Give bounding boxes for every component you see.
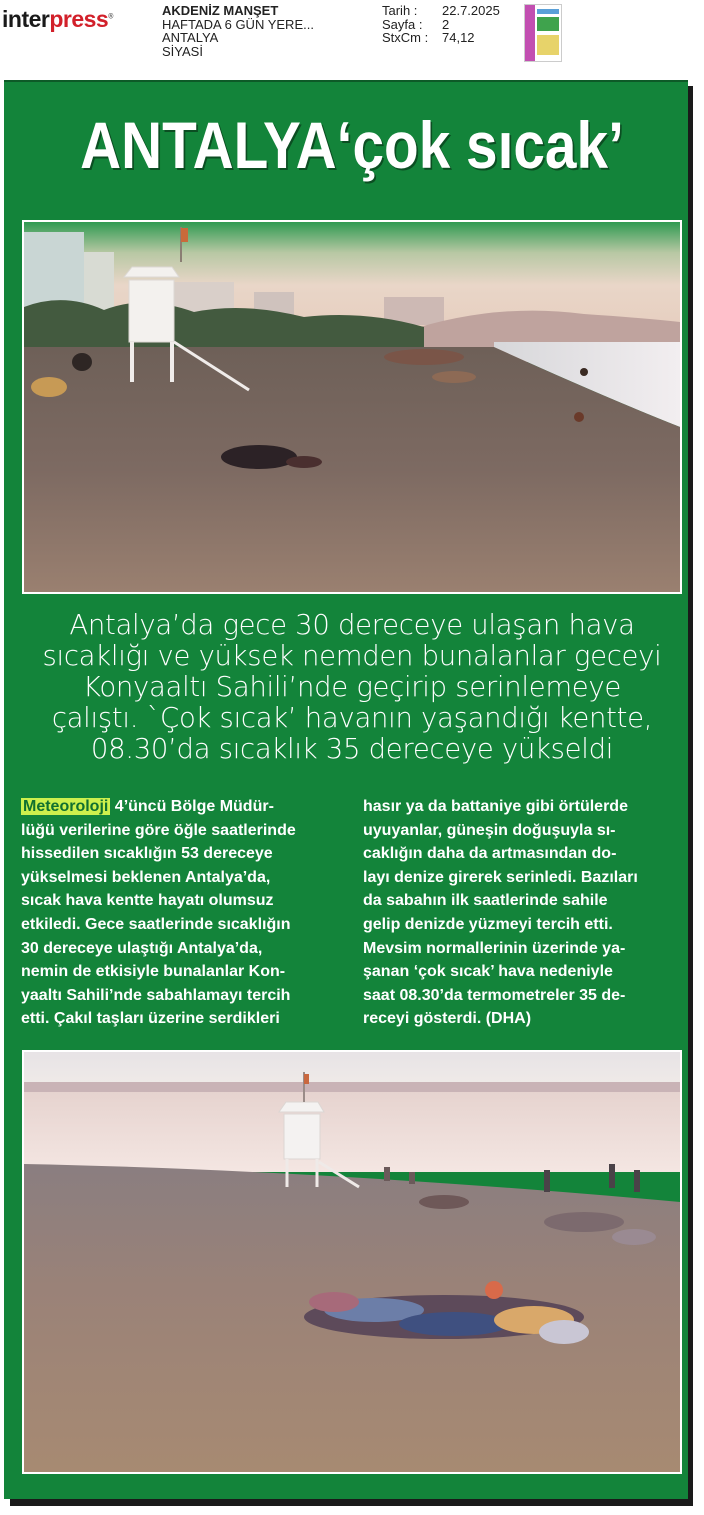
body-column-left bbox=[21, 795, 351, 1031]
city-label: ANTALYA bbox=[162, 30, 219, 45]
highlighted-keyword: Meteoroloji bbox=[23, 798, 109, 815]
body-line: receyi gösterdi. (DHA) bbox=[363, 1010, 532, 1028]
lead-line: Konyaaltı Sahili’nde geçirip serinlemeye bbox=[82, 671, 622, 703]
lead-line: Antalya’da gece 30 dereceye ulaşan hava bbox=[69, 609, 635, 641]
body-line: nemin de etkisiyle bunalanlar Kon- bbox=[21, 963, 286, 981]
page-value: 2 bbox=[442, 16, 450, 32]
section-label: SİYASİ bbox=[162, 43, 203, 59]
body-line: yükselmesi beklenen Antalya’da, bbox=[21, 868, 271, 886]
lead-line: çalıştı. `Çok sıcak’ havanın yaşandığı kentte, bbox=[51, 702, 653, 734]
body-line: gelip denizde yüzmeyi tercih etti. bbox=[363, 915, 613, 933]
body-line: 30 dereceye ulaştığı Antalya’da, bbox=[21, 939, 263, 957]
lead-line: sıcaklığı ve yüksek nemden bunalanlar geceyi bbox=[42, 640, 662, 672]
body-line: saat 08.30’da termometreler 35 de- bbox=[363, 986, 626, 1004]
clipping-header bbox=[0, 0, 704, 78]
lead-line: 08.30’da sıcaklık 35 dereceye yükseldi bbox=[90, 733, 614, 765]
lead-paragraph bbox=[20, 610, 684, 765]
body-line: hasır ya da battaniye gibi örtülerde bbox=[363, 798, 628, 815]
body-line: lüğü verilerine göre öğle saatlerinde bbox=[21, 821, 296, 839]
publication-name: AKDENİZ MANŞET bbox=[162, 3, 279, 18]
panel-shadow-right bbox=[688, 86, 693, 1506]
body-line: şanan ‘çok sıcak’ hava nedeniyle bbox=[363, 963, 613, 981]
body-line: caklığın daha da artmasından do- bbox=[363, 845, 617, 863]
page-thumbnail[interactable] bbox=[524, 4, 562, 62]
beach-photo-bottom bbox=[22, 1050, 682, 1474]
beach-photo-top bbox=[22, 220, 682, 594]
body-line: yaaltı Sahili’nde sabahlamayı tercih bbox=[21, 986, 291, 1004]
body-line: Meteoroloji 4’üncü Bölge Müdür- bbox=[23, 798, 274, 815]
headline bbox=[49, 100, 654, 190]
clipping-meta: Tarih : 22.7.2025 Sayfa : 2 StxCm : 74,12 bbox=[382, 3, 500, 45]
body-line: hissedilen sıcaklığın 53 dereceye bbox=[21, 845, 273, 863]
body-line: Mevsim normallerinin üzerinde ya- bbox=[363, 939, 626, 957]
headline-quote: ‘çok sıcak’ bbox=[336, 108, 624, 182]
date-value: 22.7.2025 bbox=[442, 3, 500, 18]
body-line: layı denize girerek serinledi. Bazıları bbox=[363, 868, 638, 886]
publication-info bbox=[162, 4, 314, 58]
interpress-logo: interpress® bbox=[2, 6, 113, 32]
body-line: uyuyanlar, güneşin doğuşuyla sı- bbox=[363, 821, 616, 839]
body-line: etti. Çakıl taşları üzerine serdikleri bbox=[21, 1010, 280, 1028]
headline-main: ANTALYA bbox=[80, 108, 337, 182]
body-line: sıcak hava kentte hayatı olumsuz bbox=[21, 892, 274, 910]
body-line: etkiledi. Gece saatlerinde sıcaklığın bbox=[21, 915, 291, 933]
issue-line: HAFTADA 6 GÜN YERE... bbox=[162, 16, 314, 32]
body-line: da sabahın ilk saatlerinde sahile bbox=[363, 892, 608, 910]
body-column-right bbox=[363, 795, 685, 1031]
area-value: 74,12 bbox=[442, 30, 475, 45]
